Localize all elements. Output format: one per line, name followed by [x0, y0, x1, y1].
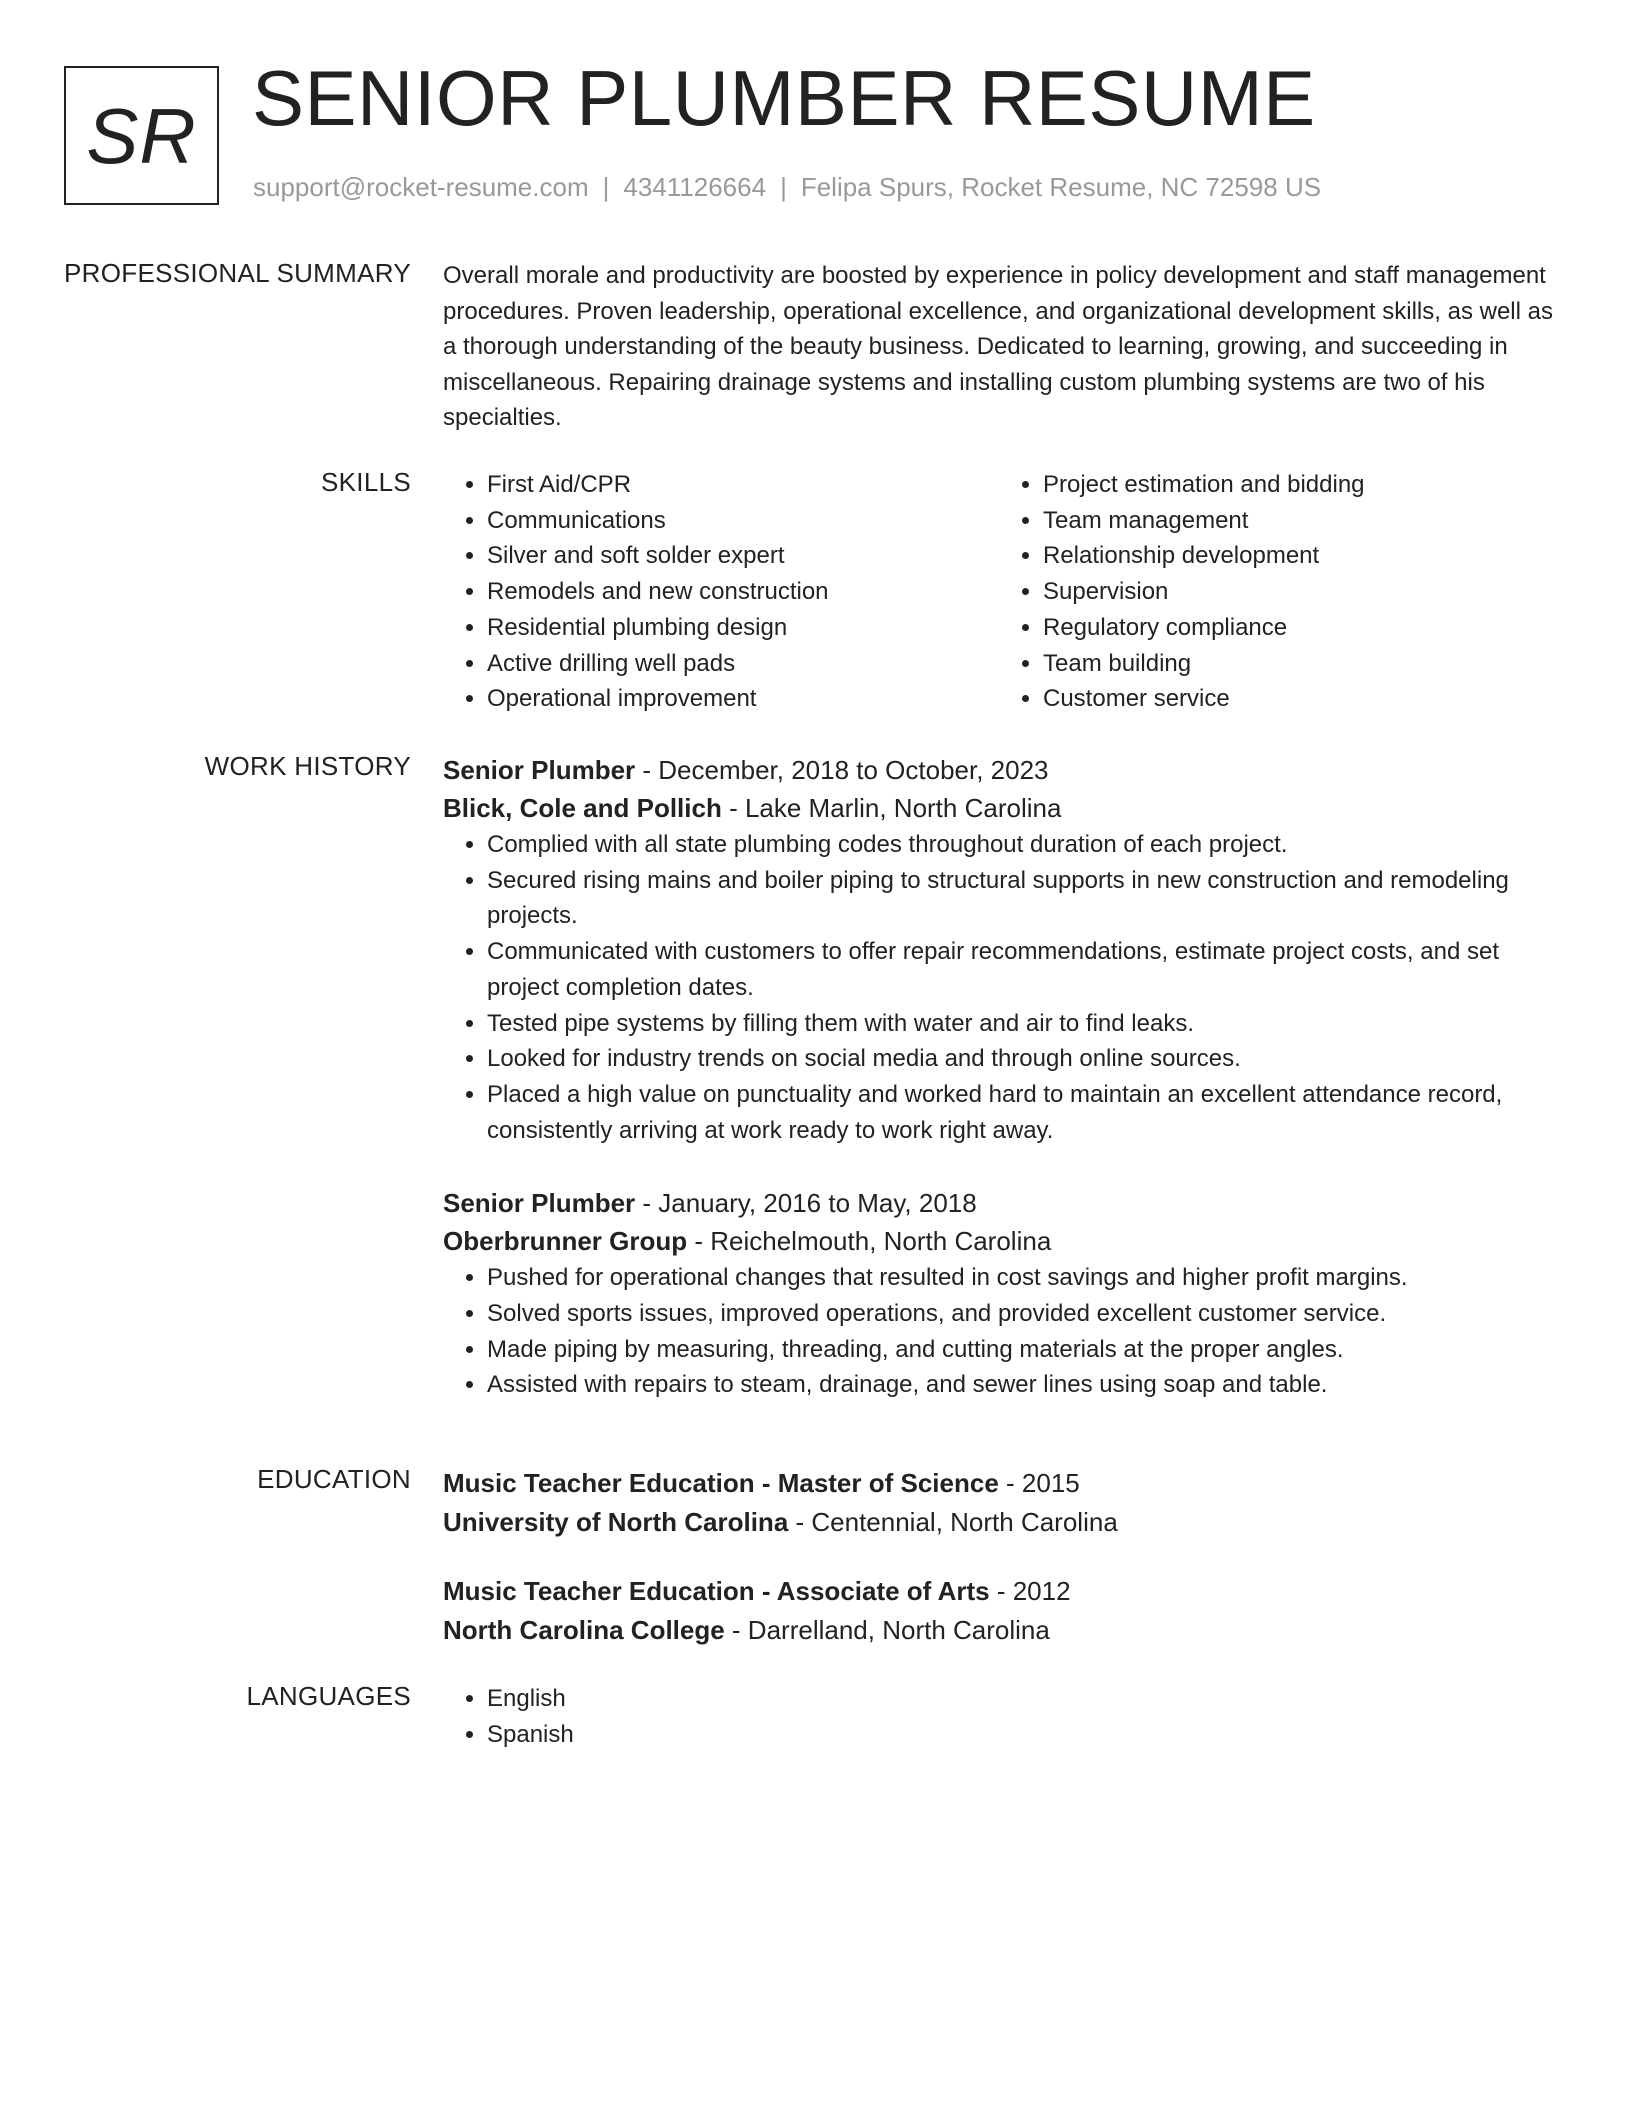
job-dates: - December, 2018 to October, 2023 [635, 755, 1049, 785]
skill-item: • Remodels and new construction [487, 574, 999, 610]
skill-item: • Silver and soft solder expert [487, 538, 999, 574]
summary-text: Overall morale and productivity are boosted by experience in policy development and staff management procedures. Proven leadership, operational excellence, and organizational development skills, as well as a thorough understanding of the beauty business. Dedicated to learning, growing, and succeeding in miscellaneous. Repairing drainage systems and installing custom plumbing systems are two of his specialties. [443, 262, 1553, 431]
job-company-line [443, 789, 1555, 827]
contact-separator: | [780, 172, 787, 202]
contact-separator: | [602, 172, 610, 202]
job-entry [443, 751, 1555, 1148]
contact-line [253, 172, 1321, 203]
job-bullet: • Tested pipe systems by filling them with water and air to find leaks. [487, 1006, 1555, 1042]
job-bullet: • Complied with all state plumbing codes throughout duration of each project. [487, 827, 1555, 863]
skill-item: • Project estimation and bidding [1043, 467, 1555, 503]
skill-item: • Team building [1043, 646, 1555, 682]
languages-label: LANGUAGES [246, 1681, 411, 1711]
resume-title: SENIOR PLUMBER RESUME [252, 54, 1316, 142]
work-history-label: WORK HISTORY [204, 751, 411, 781]
education-entry [443, 1572, 1555, 1650]
job-bullet: • Assisted with repairs to steam, drainage, and sewer lines using soap and table. [487, 1367, 1555, 1403]
education-degree-line [443, 1464, 1555, 1503]
education-degree-line [443, 1572, 1555, 1611]
skills-list-right [999, 467, 1555, 717]
job-bullet: • Solved sports issues, improved operations, and provided excellent customer service. [487, 1296, 1555, 1332]
work-history-body [443, 751, 1555, 1403]
education-school: University of North Carolina [443, 1507, 789, 1537]
monogram-box [64, 66, 219, 205]
skill-item: • Operational improvement [487, 681, 999, 717]
job-title: Senior Plumber [443, 1188, 636, 1219]
job-location: - Reichelmouth, North Carolina [687, 1226, 1052, 1257]
education-entry [443, 1464, 1555, 1542]
skill-item: • Communications [487, 503, 999, 539]
skill-item: • Residential plumbing design [487, 610, 999, 646]
job-company: Oberbrunner Group [443, 1226, 688, 1257]
skills-body [443, 467, 1555, 717]
monogram-initials: SR [86, 91, 197, 180]
contact-email: support@rocket-resume.com [253, 172, 589, 202]
education-location: - Darrelland, North Carolina [724, 1615, 1050, 1645]
skill-item: • Relationship development [1043, 538, 1555, 574]
education-degree: Music Teacher Education - Master of Science [443, 1468, 999, 1498]
skills-label: SKILLS [321, 467, 411, 497]
skill-item: • Regulatory compliance [1043, 610, 1555, 646]
job-dates: - January, 2016 to May, 2018 [635, 1188, 977, 1219]
job-location: - Lake Marlin, North Carolina [721, 793, 1062, 823]
job-bullet: • Made piping by measuring, threading, and cutting materials at the proper angles. [487, 1332, 1555, 1368]
education-degree: Music Teacher Education - Associate of Arts [443, 1576, 990, 1606]
contact-phone: 4341126664 [623, 172, 767, 202]
job-bullet: • Pushed for operational changes that resulted in cost savings and higher profit margins. [487, 1260, 1555, 1296]
summary-label: PROFESSIONAL SUMMARY [64, 258, 411, 288]
job-bullets [443, 827, 1555, 1148]
skill-item: • Active drilling well pads [487, 646, 999, 682]
job-company: Blick, Cole and Pollich [443, 793, 722, 823]
skills-list-left [443, 467, 999, 717]
job-bullet: • Secured rising mains and boiler piping to structural supports in new construction and remodeling projects. [487, 863, 1555, 934]
language-item: • English [487, 1681, 1555, 1717]
job-bullets [443, 1260, 1555, 1403]
education-year: - 2015 [998, 1468, 1080, 1498]
languages-body [443, 1681, 1555, 1752]
education-body [443, 1464, 1555, 1650]
job-title-line [443, 1184, 1555, 1222]
skill-item: • Customer service [1043, 681, 1555, 717]
education-school-line [443, 1611, 1555, 1650]
job-bullet: • Looked for industry trends on social media and through online sources. [487, 1041, 1555, 1077]
job-title-line [443, 751, 1555, 789]
summary-body [443, 258, 1555, 436]
education-school-line [443, 1503, 1555, 1542]
job-bullet: • Communicated with customers to offer repair recommendations, estimate project costs, and set project completion dates. [487, 934, 1555, 1005]
education-location: - Centennial, North Carolina [788, 1507, 1118, 1537]
job-company-line [443, 1222, 1555, 1260]
education-year: - 2012 [989, 1576, 1071, 1606]
contact-address: Felipa Spurs, Rocket Resume, NC 72598 US [800, 172, 1322, 202]
job-bullet: • Placed a high value on punctuality and worked hard to maintain an excellent attendance record, consistently arriving at work ready to work right away. [487, 1077, 1555, 1148]
skill-item: • First Aid/CPR [487, 467, 999, 503]
skill-item: • Supervision [1043, 574, 1555, 610]
education-school: North Carolina College [443, 1615, 725, 1645]
language-item: • Spanish [487, 1717, 1555, 1753]
languages-list [443, 1681, 1555, 1752]
job-title: Senior Plumber [443, 755, 636, 785]
job-entry [443, 1184, 1555, 1403]
education-label: EDUCATION [257, 1464, 411, 1494]
skill-item: • Team management [1043, 503, 1555, 539]
